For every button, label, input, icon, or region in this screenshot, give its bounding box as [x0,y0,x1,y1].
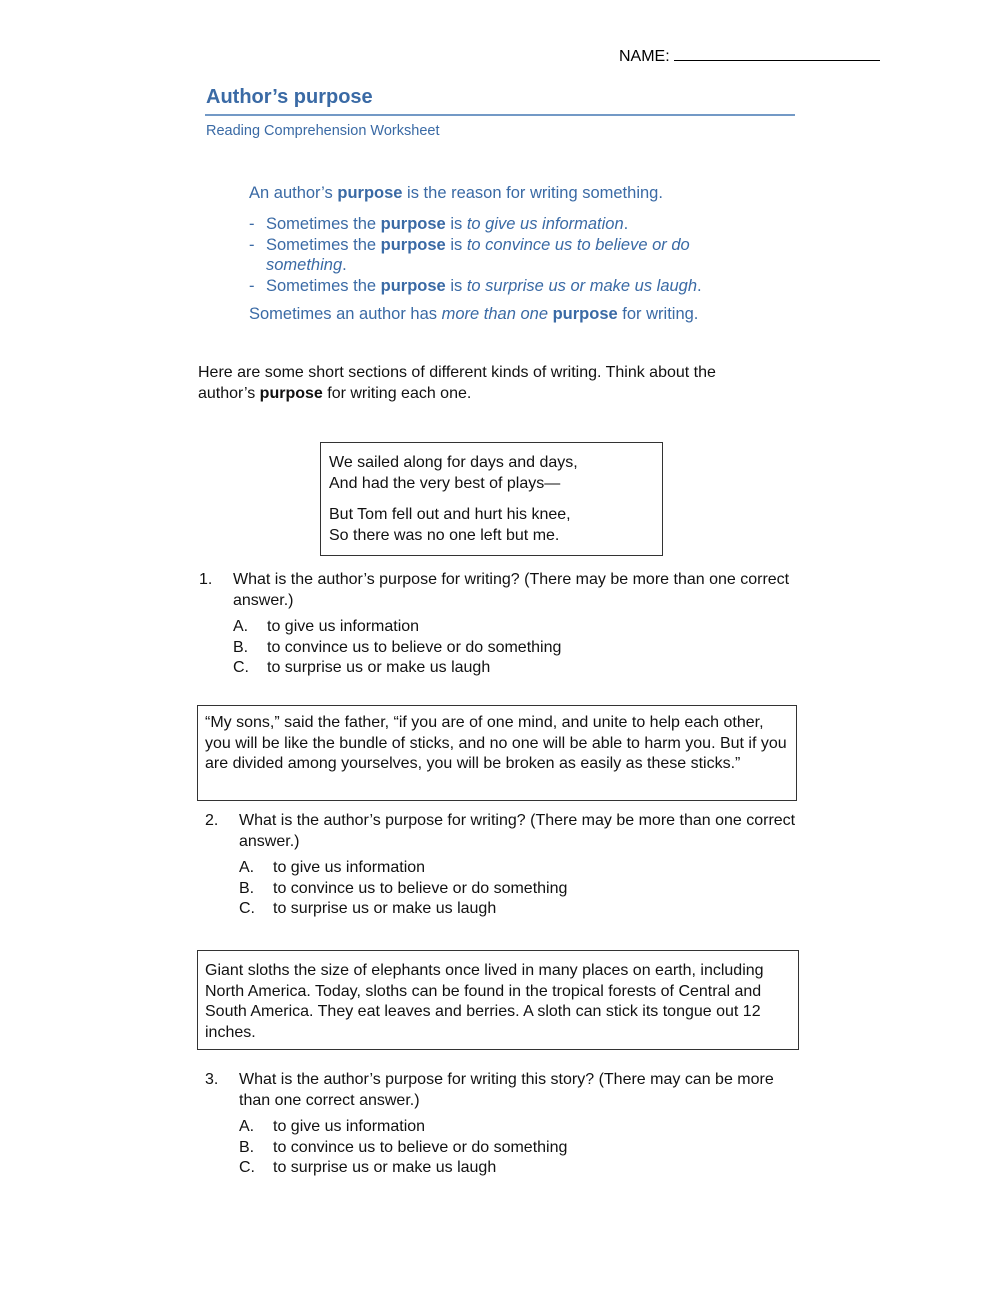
answer-option-c[interactable]: C. to surprise us or make us laugh [239,1159,497,1176]
answer-option-a[interactable]: A. to give us information [233,618,420,635]
passage-fable: “My sons,” said the father, “if you are of one mind, and unite to help each other, you will be like the bundle of sticks, and no one will be able to harm you. But if you are divided among yourselves, you will be broken as easily as these sticks.” [197,705,797,801]
poem-stanza [329,453,654,494]
definition-intro: An author’s purpose is the reason for writing something. [249,184,663,202]
poem-line: So there was no one left but me. [329,526,560,544]
definition-item: - Sometimes the purpose is to surprise us or make us laugh. [249,276,702,295]
instructions-line-1: Here are some short sections of different kinds of writing. Think about the [198,364,716,381]
question-2 [205,811,799,920]
passage-poem [320,442,663,556]
question-number: 2. [205,812,219,829]
definition-item: - Sometimes the purpose is to convince us to believe or do something. [249,235,690,274]
question-number: 1. [199,571,213,588]
question-number: 3. [205,1071,219,1088]
poem-line: But Tom fell out and hurt his knee, [329,506,571,523]
answer-option-a[interactable]: A. to give us information [239,859,426,876]
answer-options [239,1117,799,1179]
answer-option-b[interactable]: B. to convince us to believe or do something [239,1138,568,1156]
poem-line: And had the very best of plays— [329,474,561,492]
definition-item: - Sometimes the purpose is to give us information. [249,215,629,233]
question-3 [205,1070,799,1179]
answer-option-b[interactable]: B. to convince us to believe or do something [239,879,568,897]
poem-stanza [329,505,654,546]
passage-sloths: Giant sloths the size of elephants once lived in many places on earth, including North America. Today, sloths can be found in the tropical forests of Central and South America. They eat leaves and berries. A sloth can stick its tongue out 12 inches. [197,950,799,1050]
question-text: What is the author’s purpose for writing this story? (There may can be more than one correct answer.) [239,1071,774,1109]
answer-option-b[interactable]: B. to convince us to believe or do something [233,638,562,656]
answer-options [233,617,793,679]
question-1 [199,570,793,679]
title-divider [205,114,795,116]
question-text: What is the author’s purpose for writing? (There may be more than one correct answer.) [239,812,796,850]
page-title: Author’s purpose [206,86,373,108]
question-text: What is the author’s purpose for writing? (There may be more than one correct answer.) [233,571,790,609]
answer-option-c[interactable]: C. to surprise us or make us laugh [233,659,491,676]
instructions [198,362,788,404]
name-field [619,46,880,66]
definition-outro: Sometimes an author has more than one purpose for writing. [249,305,699,323]
answer-option-a[interactable]: A. to give us information [239,1118,426,1135]
name-blank-line[interactable] [674,46,880,61]
instructions-line-2: author’s purpose for writing each one. [198,385,472,402]
page-subtitle: Reading Comprehension Worksheet [206,123,440,139]
definition-list [249,214,739,296]
answer-option-c[interactable]: C. to surprise us or make us laugh [239,900,497,917]
poem-line: We sailed along for days and days, [329,454,578,471]
answer-options [239,858,799,920]
name-label: NAME: [619,48,670,65]
